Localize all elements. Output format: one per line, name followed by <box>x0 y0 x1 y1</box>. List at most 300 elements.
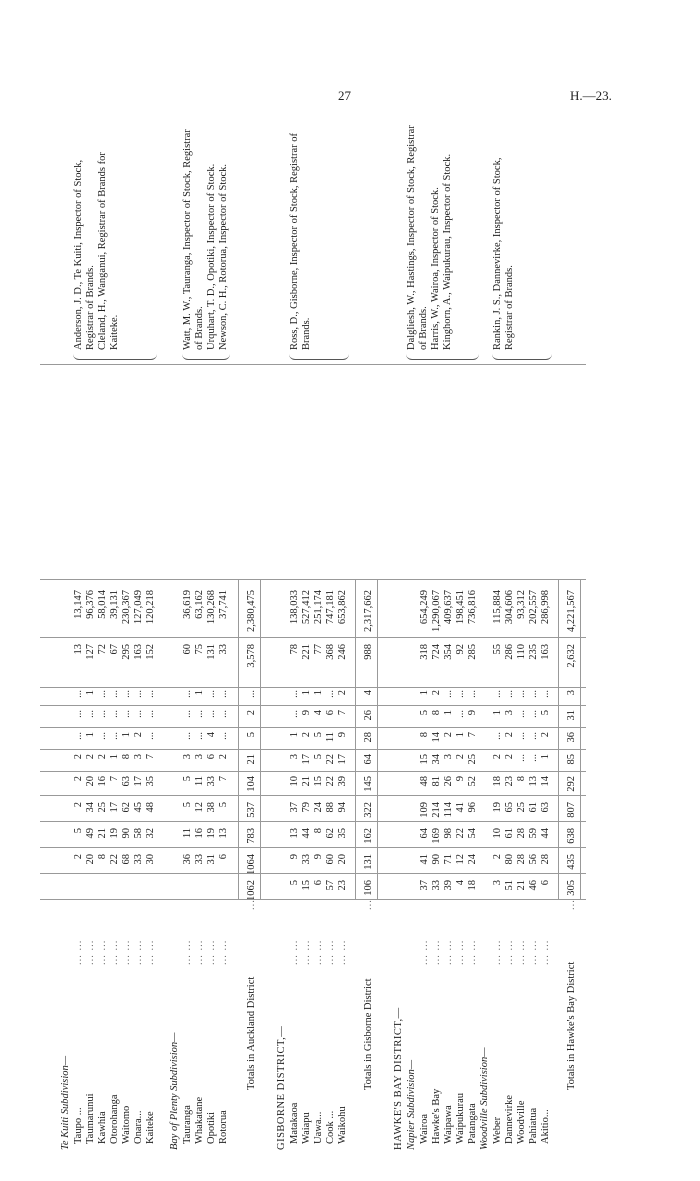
cell-value: 1064 <box>246 854 257 875</box>
cell-value: 20 <box>85 776 96 787</box>
cell-value: 21 <box>301 776 312 787</box>
rule <box>238 580 239 900</box>
cell-value: 1 <box>301 690 312 696</box>
cell-value: 2 <box>492 754 503 760</box>
cell-value: ... <box>109 710 120 718</box>
cell-value: 152 <box>145 644 156 660</box>
cell-value: ... <box>467 690 478 698</box>
cell-value: 6 <box>325 710 336 716</box>
cell-value: ... <box>516 690 527 698</box>
cell-value: ... <box>206 690 217 698</box>
cell-value: 783 <box>246 828 257 844</box>
cell-value: 98 <box>443 828 454 839</box>
cell-value: 90 <box>431 854 442 865</box>
cell-value: 20 <box>337 854 348 865</box>
cell-value: 3,578 <box>246 644 257 668</box>
cell-value: 28 <box>516 854 527 865</box>
cell-value: 653,862 <box>337 590 348 625</box>
cell-value: 295 <box>121 644 132 660</box>
leader-dots: ... ... <box>313 939 324 965</box>
cell-value: 2 <box>504 754 515 760</box>
cell-value: 65 <box>504 802 515 813</box>
cell-value: 9 <box>455 776 466 782</box>
cell-value: 2 <box>218 754 229 760</box>
cell-value: 115,884 <box>492 590 503 624</box>
cell-value: 3 <box>492 880 503 886</box>
cell-value: 322 <box>363 802 374 818</box>
column-rule <box>40 873 586 874</box>
cell-value: 15 <box>313 776 324 787</box>
column-rule <box>40 749 586 750</box>
column-rule <box>40 705 586 706</box>
column-rule <box>40 637 586 638</box>
cell-value: 2 <box>73 776 84 782</box>
cell-value: 41 <box>419 854 430 865</box>
cell-value: 5 <box>182 802 193 808</box>
cell-value: 58,014 <box>97 590 108 619</box>
cell-value: 36 <box>566 732 577 743</box>
cell-value: 235 <box>528 644 539 660</box>
column-rule <box>40 364 586 365</box>
brace <box>492 353 552 360</box>
cell-value: ... <box>218 690 229 698</box>
cell-value: 56 <box>528 854 539 865</box>
district-heading-label: GISBORNE DISTRICT,— <box>276 1025 287 1150</box>
cell-value: 2 <box>97 754 108 760</box>
cell-value: 58 <box>133 828 144 839</box>
table-row-label: Waiapu <box>301 1112 312 1144</box>
leader-dots: ... ... <box>145 939 156 965</box>
cell-value: 221 <box>301 644 312 660</box>
cell-value: 527,412 <box>301 590 312 625</box>
cell-value: ... <box>133 710 144 718</box>
cell-value: 32 <box>145 828 156 839</box>
cell-value: 33 <box>206 776 217 787</box>
cell-value: 7 <box>467 732 478 738</box>
cell-value: ... <box>145 710 156 718</box>
cell-value: 368 <box>325 644 336 660</box>
cell-value: 4 <box>363 690 374 696</box>
cell-value: 35 <box>337 828 348 839</box>
cell-value: 81 <box>431 776 442 787</box>
cell-value: 23 <box>504 776 515 787</box>
cell-value: 21 <box>97 828 108 839</box>
cell-value: ... <box>492 732 503 740</box>
cell-value: ... <box>246 690 257 698</box>
cell-value: 354 <box>443 644 454 660</box>
cell-value: 24 <box>313 802 324 813</box>
cell-value: 163 <box>133 644 144 660</box>
cell-value: 2 <box>431 690 442 696</box>
cell-value: ... <box>182 710 193 718</box>
cell-value: 120,218 <box>145 590 156 625</box>
cell-value: 96,376 <box>85 590 96 619</box>
cell-value: 54 <box>467 828 478 839</box>
cell-value: 34 <box>431 754 442 765</box>
cell-value: 13,147 <box>73 590 84 619</box>
cell-value: 11 <box>325 732 336 743</box>
cell-value: ... <box>182 732 193 740</box>
inspector-2: Kinghorn, A., Waipukurau, Inspector of Stock. <box>442 153 453 350</box>
cell-value: 2 <box>73 754 84 760</box>
cell-value: ... <box>516 710 527 718</box>
cell-value: 724 <box>431 644 442 660</box>
brace <box>73 353 157 360</box>
cell-value: 5 <box>313 732 324 738</box>
cell-value: ... <box>73 710 84 718</box>
leader-dots: ... ... <box>97 939 108 965</box>
cell-value: 55 <box>492 644 503 655</box>
leader-dots: ... ... <box>443 939 454 965</box>
inspector-0: Watt, M. W., Tauranga, Inspector of Stock, Registrar of Brands. <box>182 129 205 350</box>
cell-value: 6 <box>218 854 229 860</box>
cell-value: ... <box>73 732 84 740</box>
cell-value: 20 <box>85 854 96 865</box>
leader-dots: ... ... <box>133 939 144 965</box>
cell-value: 88 <box>325 802 336 813</box>
cell-value: 7 <box>109 776 120 782</box>
subdivision-heading-label: Napier Subdivision— <box>406 1059 417 1150</box>
cell-value: 21 <box>246 754 257 765</box>
cell-value: 39,131 <box>109 590 120 619</box>
cell-value: 31 <box>206 854 217 865</box>
cell-value: 214 <box>431 802 442 818</box>
totals-row-label: Totals in Hawke's Bay District <box>566 961 577 1090</box>
brace <box>289 353 349 360</box>
cell-value: ... <box>194 710 205 718</box>
cell-value: 45 <box>133 802 144 813</box>
cell-value: 37 <box>419 880 430 891</box>
cell-value: 9 <box>467 710 478 716</box>
table-row-label: Opotiki <box>206 1111 217 1144</box>
cell-value: 31 <box>566 710 577 721</box>
cell-value: 2 <box>73 802 84 808</box>
cell-value: 1 <box>85 732 96 738</box>
cell-value: 988 <box>363 644 374 660</box>
cell-value: 9 <box>337 732 348 738</box>
rule <box>558 580 559 900</box>
cell-value: 13 <box>218 828 229 839</box>
cell-value: 14 <box>431 732 442 743</box>
cell-value: ... <box>182 690 193 698</box>
cell-value: 19 <box>492 802 503 813</box>
cell-value: 19 <box>109 828 120 839</box>
cell-value: 638 <box>566 828 577 844</box>
cell-value: 9 <box>289 854 300 860</box>
cell-value: ... <box>455 710 466 718</box>
inspector-0: Ross, D., Gisborne, Inspector of Stock, Registrar of Brands. <box>289 133 312 350</box>
cell-value: ... <box>218 732 229 740</box>
cell-value: ... <box>455 690 466 698</box>
cell-value: 2 <box>455 754 466 760</box>
leader-dots: ... <box>246 899 257 910</box>
cell-value: 17 <box>109 802 120 813</box>
cell-value: 61 <box>504 828 515 839</box>
cell-value: 7 <box>218 776 229 782</box>
cell-value: 16 <box>194 828 205 839</box>
cell-value: 49 <box>85 828 96 839</box>
cell-value: 72 <box>97 644 108 655</box>
cell-value: 63,162 <box>194 590 205 619</box>
cell-value: ... <box>540 690 551 698</box>
cell-value: ... <box>133 690 144 698</box>
inspector-0: Rankin, J. S., Dannevirke, Inspector of Stock, Registrar of Brands. <box>492 157 515 350</box>
cell-value: 5 <box>540 710 551 716</box>
cell-value: 34 <box>85 802 96 813</box>
cell-value: 162 <box>363 828 374 844</box>
totals-row-label: Totals in Gisborne District <box>363 978 374 1090</box>
cell-value: 4 <box>313 710 324 716</box>
cell-value: 8 <box>97 854 108 860</box>
table-row-label: Taumarunui <box>85 1093 96 1144</box>
cell-value: 18 <box>467 880 478 891</box>
cell-value: 59 <box>528 828 539 839</box>
cell-value: 3 <box>133 754 144 760</box>
cell-value: 127 <box>85 644 96 660</box>
cell-value: 63 <box>540 802 551 813</box>
inspector-0: Anderson, J. D., Te Kuiti, Inspector of Stock, Registrar of Brands. <box>73 159 96 350</box>
cell-value: ... <box>145 732 156 740</box>
leader-dots: ... ... <box>492 939 503 965</box>
column-rule <box>40 687 586 688</box>
cell-value: 12 <box>194 802 205 813</box>
cell-value: 23 <box>337 880 348 891</box>
cell-value: 62 <box>121 802 132 813</box>
cell-value: 9 <box>301 710 312 716</box>
cell-value: 35 <box>145 776 156 787</box>
cell-value: 33 <box>194 854 205 865</box>
cell-value: 202,557 <box>528 590 539 625</box>
cell-value: ... <box>325 690 336 698</box>
cell-value: 1 <box>492 710 503 716</box>
cell-value: 37,741 <box>218 590 229 619</box>
cell-value: 96 <box>467 802 478 813</box>
cell-value: 36,619 <box>182 590 193 619</box>
table-row-label: Rotorua <box>218 1110 229 1144</box>
leader-dots: ... ... <box>528 939 539 965</box>
column-rule <box>40 899 586 900</box>
cell-value: 44 <box>540 828 551 839</box>
cell-value: 5 <box>218 802 229 808</box>
column-rule <box>40 847 586 848</box>
cell-value: 18 <box>492 776 503 787</box>
cell-value: 33 <box>301 854 312 865</box>
cell-value: 435 <box>566 854 577 870</box>
table-row-label: Waikohu <box>337 1106 348 1144</box>
table-row-label: Cook ... <box>325 1110 336 1144</box>
table-row-label: Kawhia <box>97 1111 108 1144</box>
cell-value: 131 <box>363 854 374 870</box>
leader-dots: ... ... <box>325 939 336 965</box>
cell-value: 1 <box>443 710 454 716</box>
cell-value: ... <box>528 710 539 718</box>
cell-value: 3 <box>194 754 205 760</box>
cell-value: 46 <box>528 880 539 891</box>
cell-value: 230,367 <box>121 590 132 625</box>
cell-value: 26 <box>443 776 454 787</box>
cell-value: 138,033 <box>289 590 300 625</box>
cell-value: 1 <box>289 732 300 738</box>
cell-value: ... <box>73 690 84 698</box>
cell-value: ... <box>443 690 454 698</box>
cell-value: 28 <box>363 732 374 743</box>
cell-value: 2 <box>85 754 96 760</box>
cell-value: 2 <box>492 854 503 860</box>
column-rule <box>40 579 586 580</box>
cell-value: 5 <box>246 732 257 738</box>
cell-value: 11 <box>194 776 205 787</box>
cell-value: ... <box>97 690 108 698</box>
cell-value: 80 <box>504 854 515 865</box>
table-row-label: Hawke's Bay <box>431 1088 442 1144</box>
cell-value: 8 <box>313 828 324 834</box>
cell-value: 71 <box>443 854 454 865</box>
cell-value: ... <box>289 690 300 698</box>
cell-value: 1 <box>540 754 551 760</box>
cell-value: 22 <box>455 828 466 839</box>
cell-value: ... <box>528 754 539 762</box>
cell-value: 33 <box>218 644 229 655</box>
cell-value: 654,249 <box>419 590 430 625</box>
cell-value: 28 <box>540 854 551 865</box>
cell-value: 48 <box>145 802 156 813</box>
cell-value: 13 <box>289 828 300 839</box>
table-row-label: Matakaoa <box>289 1102 300 1144</box>
cell-value: 251,174 <box>313 590 324 625</box>
cell-value: 4 <box>206 732 217 738</box>
table-row-label: Waitomo <box>121 1105 132 1144</box>
cell-value: ... <box>218 710 229 718</box>
cell-value: 5 <box>73 828 84 834</box>
cell-value: 736,816 <box>467 590 478 625</box>
cell-value: 2 <box>504 732 515 738</box>
cell-value: 13 <box>528 776 539 787</box>
cell-value: 3 <box>182 754 193 760</box>
cell-value: 1 <box>85 690 96 696</box>
cell-value: 17 <box>133 776 144 787</box>
table-row-label: Weber <box>492 1116 503 1144</box>
cell-value: 62 <box>325 828 336 839</box>
column-rule <box>40 795 586 796</box>
cell-value: 1 <box>121 732 132 738</box>
cell-value: 8 <box>419 732 430 738</box>
totals-row-label: Totals in Auckland District <box>246 976 257 1090</box>
cell-value: 22 <box>325 776 336 787</box>
page-reference: H.—23. <box>570 88 612 103</box>
cell-value: 33 <box>133 854 144 865</box>
cell-value: 8 <box>121 754 132 760</box>
cell-value: 2,380,475 <box>246 590 257 632</box>
cell-value: 3 <box>289 754 300 760</box>
column-rule <box>40 771 586 772</box>
table-row-label: Taupo ... <box>73 1107 84 1144</box>
cell-value: 52 <box>467 776 478 787</box>
cell-value: 106 <box>363 880 374 896</box>
cell-value: 26 <box>363 710 374 721</box>
cell-value: ... <box>528 690 539 698</box>
cell-value: 19 <box>206 828 217 839</box>
cell-value: 2 <box>337 690 348 696</box>
cell-value: 38 <box>206 802 217 813</box>
cell-value: 198,451 <box>455 590 466 625</box>
cell-value: 5 <box>419 710 430 716</box>
cell-value: 28 <box>516 828 527 839</box>
cell-value: 64 <box>419 828 430 839</box>
cell-value: 3 <box>566 690 577 696</box>
inspector-1: Harris, W., Wairoa, Inspector of Stock. <box>430 187 441 350</box>
cell-value: 286 <box>504 644 515 660</box>
cell-value: 16 <box>97 776 108 787</box>
table-row-label: Waipukurau <box>455 1092 466 1144</box>
cell-value: ... <box>121 690 132 698</box>
cell-value: 286,998 <box>540 590 551 625</box>
cell-value: 67 <box>109 644 120 655</box>
cell-value: 109 <box>419 802 430 818</box>
cell-value: 60 <box>182 644 193 655</box>
cell-value: 36 <box>182 854 193 865</box>
cell-value: 90 <box>121 828 132 839</box>
cell-value: 25 <box>467 754 478 765</box>
cell-value: 807 <box>566 802 577 818</box>
cell-value: 169 <box>431 828 442 844</box>
cell-value: ... <box>516 732 527 740</box>
leader-dots: ... ... <box>194 939 205 965</box>
cell-value: 145 <box>363 776 374 792</box>
cell-value: 2 <box>540 732 551 738</box>
leader-dots: ... ... <box>182 939 193 965</box>
cell-value: 9 <box>313 854 324 860</box>
inspector-2: Newson, C. H., Rotorua, Inspector of Stock. <box>218 163 229 350</box>
cell-value: 409,637 <box>443 590 454 625</box>
rule <box>260 580 261 900</box>
cell-value: 1,290,067 <box>431 590 442 632</box>
cell-value: 5 <box>289 880 300 886</box>
cell-value: 75 <box>194 644 205 655</box>
table-row-label: Waipawa <box>443 1105 454 1144</box>
cell-value: 92 <box>455 644 466 655</box>
cell-value: 93,312 <box>516 590 527 619</box>
cell-value: 5 <box>182 776 193 782</box>
cell-value: 2 <box>443 732 454 738</box>
leader-dots: ... ... <box>301 939 312 965</box>
leader-dots: ... ... <box>85 939 96 965</box>
cell-value: 13 <box>73 644 84 655</box>
cell-value: 22 <box>325 754 336 765</box>
leader-dots: ... ... <box>121 939 132 965</box>
brace <box>182 353 230 360</box>
cell-value: 30 <box>145 854 156 865</box>
cell-value: 25 <box>97 802 108 813</box>
column-rule <box>40 727 586 728</box>
cell-value: 110 <box>516 644 527 660</box>
table-row-label: Woodville <box>516 1100 527 1144</box>
cell-value: 4 <box>455 880 466 886</box>
cell-value: 61 <box>528 802 539 813</box>
cell-value: 14 <box>540 776 551 787</box>
cell-value: ... <box>97 732 108 740</box>
cell-value: 2,632 <box>566 644 577 668</box>
leader-dots: ... ... <box>540 939 551 965</box>
cell-value: 6 <box>313 880 324 886</box>
cell-value: 537 <box>246 802 257 818</box>
cell-value: 5 <box>313 754 324 760</box>
cell-value: 17 <box>301 754 312 765</box>
subdivision-heading-label: Te Kuiti Subdivision— <box>60 1055 71 1150</box>
cell-value: 2 <box>133 732 144 738</box>
cell-value: 24 <box>467 854 478 865</box>
cell-value: ... <box>145 690 156 698</box>
cell-value: ... <box>194 732 205 740</box>
